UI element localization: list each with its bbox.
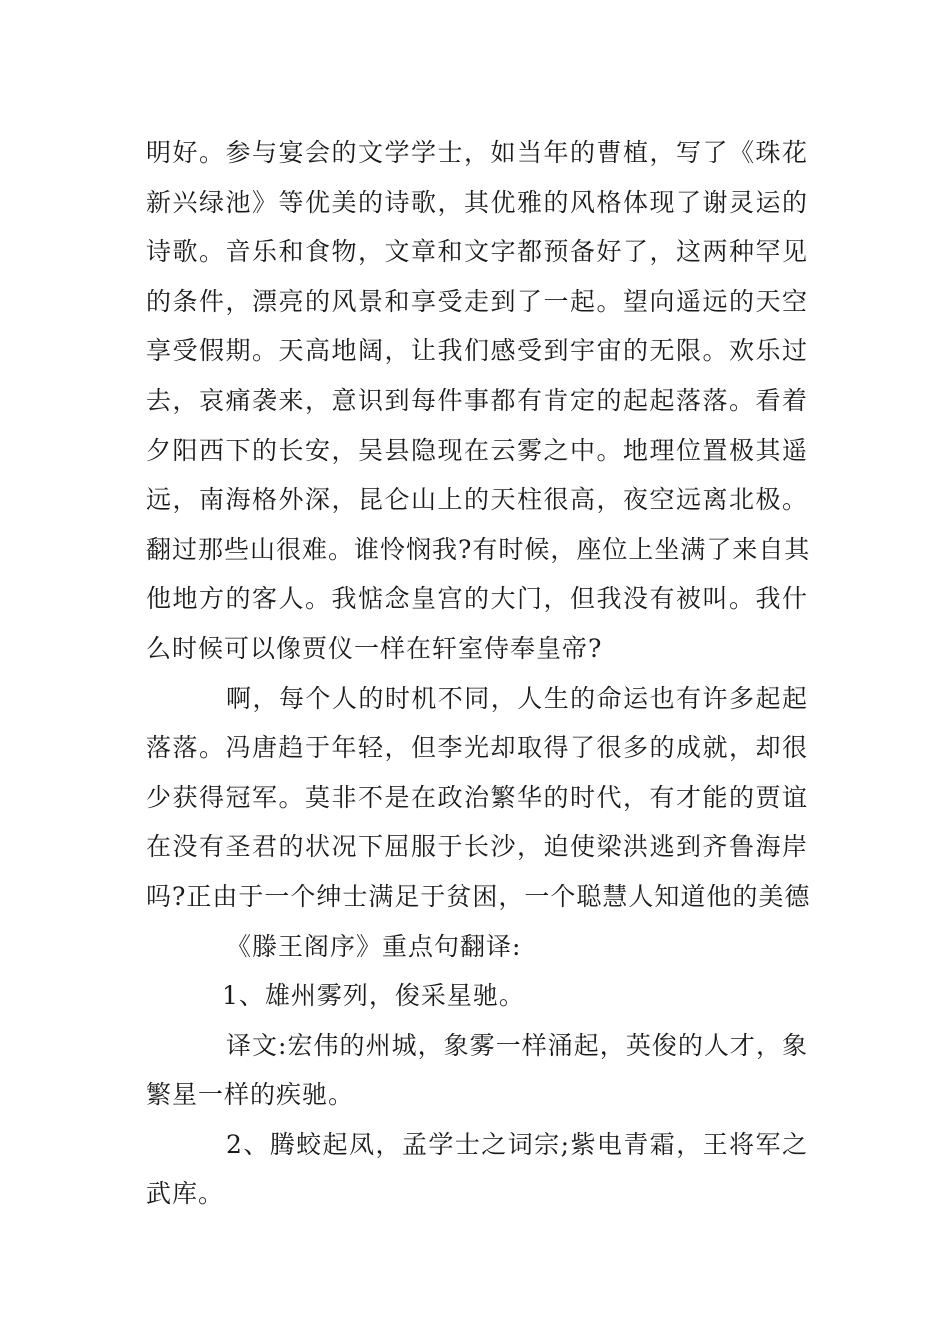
text-line: 么时候可以像贾仪一样在轩室侍奉皇帝?	[146, 633, 603, 663]
text-line: 落落。冯唐趋于年轻，但李光却取得了很多的成就，却很	[146, 733, 808, 763]
list-item	[146, 1120, 808, 1219]
text-line: 2、腾蛟起凤，孟学士之词宗;紫电青霜，王将军之	[226, 1129, 808, 1159]
text-line: 译文:宏伟的州城，象雾一样涌起，英俊的人才，象	[226, 1030, 808, 1060]
document-body	[146, 128, 811, 1219]
text-line: 他地方的客人。我惦念皇宫的大门，但我没有被叫。我什	[146, 584, 808, 614]
list-item: 1、雄州雾列，俊采星驰。	[222, 981, 525, 1011]
text-line: 翻过那些山很难。谁怜悯我?有时候，座位上坐满了来自其	[146, 534, 811, 564]
text-line: 远，南海格外深，昆仑山上的天柱很高，夜空远离北极。	[146, 485, 808, 515]
text-line: 吗?正由于一个绅士满足于贫困，一个聪慧人知道他的美德	[146, 881, 811, 911]
text-line: 繁星一样的疾驰。	[146, 1080, 355, 1110]
text-line: 享受假期。天高地阔，让我们感受到宇宙的无限。欢乐过	[146, 336, 808, 366]
text-line: 啊，每个人的时机不同，人生的命运也有许多起起	[226, 683, 808, 713]
text-line: 夕阳西下的长安，吴县隐现在云雾之中。地理位置极其遥	[146, 435, 808, 465]
section-heading: 《滕王阁序》重点句翻译:	[226, 931, 522, 961]
text-line: 诗歌。音乐和食物，文章和文字都预备好了，这两种罕见	[146, 237, 808, 267]
text-line: 武库。	[146, 1179, 225, 1209]
text-line: 明好。参与宴会的文学学士，如当年的曹植，写了《珠花	[146, 138, 808, 167]
translation-paragraph	[146, 1021, 808, 1120]
text-line: 的条件，漂亮的风景和享受走到了一起。望向遥远的天空	[146, 286, 808, 316]
text-line: 新兴绿池》等优美的诗歌，其优雅的风格体现了谢灵运的	[146, 187, 808, 217]
text-line: 在没有圣君的状况下屈服于长沙，迫使梁洪逃到齐鲁海岸	[146, 832, 808, 862]
text-line: 少获得冠军。莫非不是在政治繁华的时代，有才能的贾谊	[146, 782, 808, 812]
paragraph-2	[146, 674, 811, 922]
text-line: 去，哀痛袭来，意识到每件事都有肯定的起起落落。看着	[146, 385, 808, 415]
paragraph-1	[146, 128, 811, 674]
